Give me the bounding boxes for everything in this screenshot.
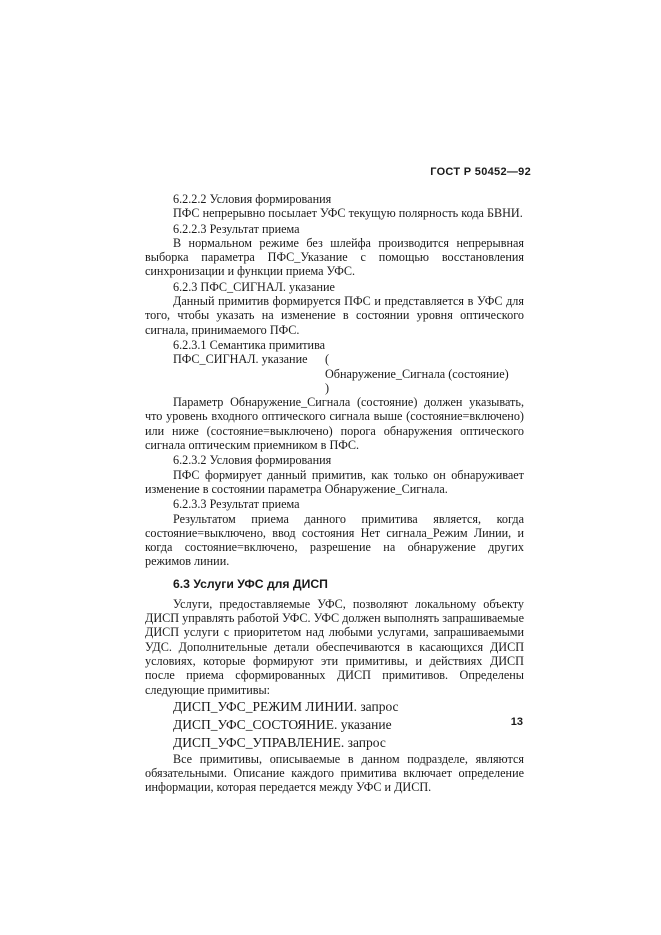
page-header-standard: ГОСТ Р 50452—92 [430,166,531,178]
primitive-control-request: ДИСП_УФС_УПРАВЛЕНИЕ. запрос [173,734,386,750]
primitive-signature [145,352,524,366]
primitive-name: ПФС_СИГНАЛ. указание [173,352,308,367]
section-6-2-3-2-title: 6.2.3.2 Условия формирования [173,453,332,468]
section-6-2-3-1-title: 6.2.3.1 Семантика примитива [173,337,326,352]
open-paren: ( [325,352,330,367]
section-6-3-closing: Все примитивы, описываемые в данном подразделе, являются обязательными. Описание каждого примитива включает определение информации, которая передается между УФС и ДИСП. [145,751,524,795]
document-body [145,192,524,795]
primitive-line-mode-request: ДИСП_УФС_РЕЖИМ ЛИНИИ. запрос [173,698,399,714]
primitive-argument: Обнаружение_Сигнала (состояние) [325,366,509,381]
section-6-2-3-2-text: ПФС формирует данный примитив, как только он обнаруживает изменение в состоянии параметра Обнаружение_Сигнала. [145,467,524,496]
section-6-2-3-title: 6.2.3 ПФС_СИГНАЛ. указание [173,279,335,294]
section-6-2-3-3-title: 6.2.3.3 Результат приема [173,497,300,512]
section-6-3-intro: Услуги, предоставляемые УФС, позволяют локальному объекту ДИСП управлять работой УФС. УФС должен выполнять запрашиваемые ДИСП услуги с приоритетом над любыми услугами, запрашиваемыми УДС. Дополнительные детали обеспечиваются в касающихся ДИСП условиях, которые формируют эти примитивы, и действиях ДИСП после приема сформированных ДИСП примитивов. Определены следующие примитивы: [145,596,524,697]
section-6-2-3-1-text: Параметр Обнаружение_Сигнала (состояние) должен указывать, что уровень входного оптического сигнала выше (состояние=включено) или ниже (состояние=выключено) порога обнаружения оптического сигнала оптическим приемником в ПФС. [145,395,524,453]
section-6-3-heading: 6.3 Услуги УФС для ДИСП [173,576,328,591]
section-6-2-3-text: Данный примитив формируется ПФС и представляется в УФС для того, чтобы указать на изменение в состоянии уровня оптического сигнала, принимаемого ПФС. [145,294,524,337]
section-6-2-2-2-title: 6.2.2.2 Условия формирования [173,192,332,206]
section-6-2-2-3-title: 6.2.2.3 Результат приема [173,221,300,236]
close-paren: ) [325,380,330,395]
section-6-2-2-3-text: В нормальном режиме без шлейфа производится непрерывная выборка параметра ПФС_Указание с помощью восстановления синхронизации и функции приема УФС. [145,235,524,279]
primitive-status-indication: ДИСП_УФС_СОСТОЯНИЕ. указание [173,716,392,732]
page-number: 13 [510,716,523,728]
section-6-2-3-3-text: Результатом приема данного примитива является, когда состояние=выключено, ввод состояния Нет сигнала_Режим Линии, и когда состояние=включено, разрешение на обнаружение других режимов линии. [145,511,524,569]
section-6-2-2-2-text: ПФС непрерывно посылает УФС текущую полярность кода БВНИ. [173,206,523,221]
